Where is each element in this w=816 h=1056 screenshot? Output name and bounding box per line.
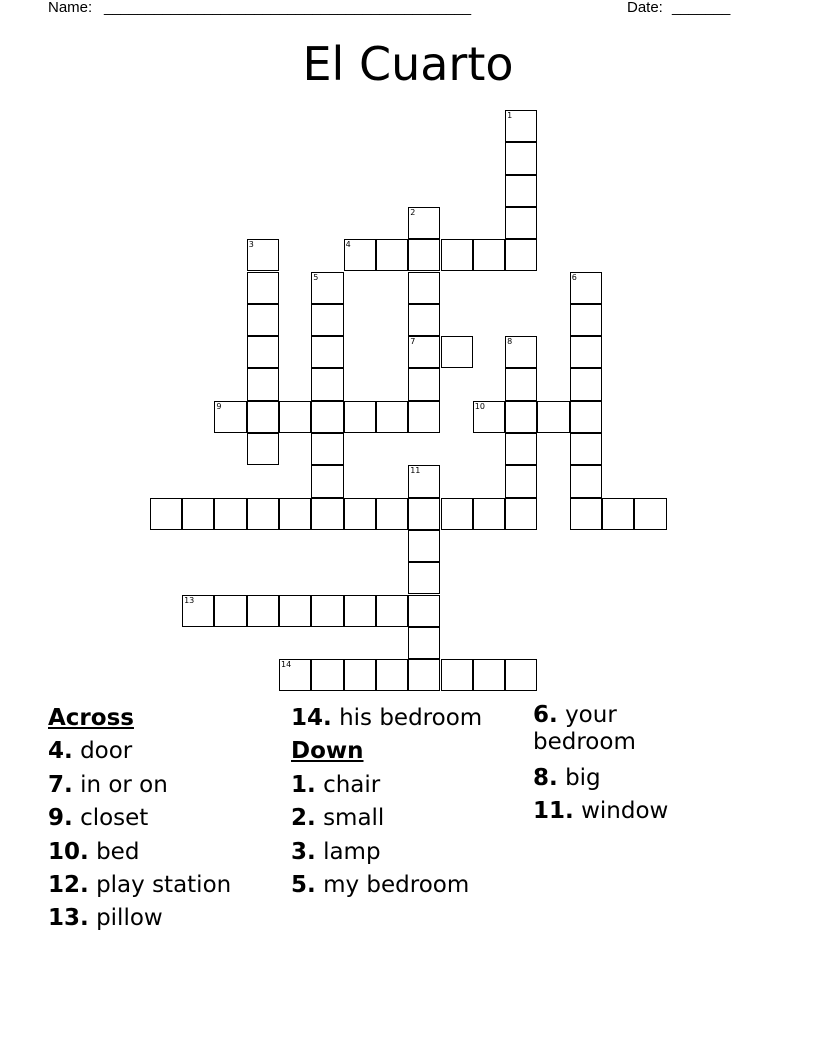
clue-item-text: closet: [80, 805, 149, 832]
clue-column-3: [533, 702, 708, 829]
grid-cell[interactable]: [279, 595, 311, 627]
name-label: Name:: [48, 0, 93, 16]
grid-cell[interactable]: [311, 498, 343, 530]
clue-column-1: [48, 702, 283, 936]
clue-item-text: small: [323, 805, 385, 832]
clue-number: 1: [507, 111, 513, 120]
grid-cell[interactable]: [344, 401, 376, 433]
grid-cell[interactable]: [311, 368, 343, 400]
clue-item-number: 2.: [291, 805, 316, 832]
grid-cell[interactable]: [311, 304, 343, 336]
clue-number: 6: [571, 272, 577, 282]
grid-cell[interactable]: [214, 498, 246, 530]
clue-item-number: 1.: [291, 771, 316, 798]
clue-item-text: window: [581, 798, 669, 825]
grid-cell[interactable]: [441, 659, 473, 691]
grid-cell[interactable]: [408, 465, 440, 497]
clue-item: [291, 836, 526, 869]
clue-item-number: 14.: [291, 705, 332, 731]
grid-cell[interactable]: [505, 142, 537, 174]
grid-cell[interactable]: [344, 498, 376, 530]
clue-item-text: in or on: [80, 771, 168, 798]
clue-item-text: his bedroom: [339, 705, 483, 731]
grid-cell[interactable]: [279, 401, 311, 433]
grid-cell[interactable]: [408, 304, 440, 336]
clue-number: 10: [474, 401, 485, 411]
grid-cell[interactable]: [441, 498, 473, 530]
grid-cell[interactable]: [505, 401, 537, 433]
grid-cell[interactable]: [408, 659, 440, 691]
clue-item: [291, 702, 526, 735]
clue-item-text: pillow: [96, 905, 163, 932]
grid-cell[interactable]: [376, 401, 408, 433]
clue-item-number: 5.: [291, 872, 316, 899]
grid-cell[interactable]: [150, 498, 182, 530]
grid-cell[interactable]: [408, 239, 440, 271]
grid-cell[interactable]: [570, 336, 602, 368]
clue-item: [48, 802, 283, 835]
grid-cell[interactable]: [570, 465, 602, 497]
grid-cell[interactable]: [311, 595, 343, 627]
clue-item: [291, 802, 526, 835]
grid-cell[interactable]: [376, 595, 408, 627]
clue-item-number: 13.: [48, 905, 89, 932]
grid-cell[interactable]: [279, 659, 311, 691]
grid-cell[interactable]: [247, 272, 279, 304]
grid-cell[interactable]: [602, 498, 634, 530]
grid-cell[interactable]: [505, 498, 537, 530]
grid-cell[interactable]: [473, 659, 505, 691]
clue-item-number: 11.: [533, 798, 574, 825]
grid-cell[interactable]: [344, 595, 376, 627]
grid-cell[interactable]: [408, 401, 440, 433]
clue-item-text: door: [80, 738, 133, 765]
clue-number: 13: [184, 595, 195, 605]
grid-cell[interactable]: [441, 239, 473, 271]
grid-cell[interactable]: [311, 465, 343, 497]
clue-item-number: 7.: [48, 771, 73, 798]
grid-cell[interactable]: [247, 401, 279, 433]
clue-item-number: 10.: [48, 838, 89, 865]
grid-cell[interactable]: [247, 498, 279, 530]
grid-cell[interactable]: [634, 498, 666, 530]
grid-cell[interactable]: [505, 465, 537, 497]
clue-item: [533, 762, 708, 795]
grid-cell[interactable]: [570, 272, 602, 304]
grid-cell[interactable]: [505, 175, 537, 207]
grid-cell[interactable]: [247, 239, 279, 271]
grid-cell[interactable]: [408, 627, 440, 659]
grid-cell[interactable]: [537, 401, 569, 433]
grid-cell[interactable]: [376, 659, 408, 691]
grid-cell[interactable]: [441, 336, 473, 368]
clue-item: [291, 869, 526, 902]
grid-cell[interactable]: [505, 336, 537, 368]
grid-cell[interactable]: [570, 368, 602, 400]
clue-item: [48, 836, 283, 869]
grid-cell[interactable]: [505, 239, 537, 271]
grid-cell[interactable]: [214, 595, 246, 627]
clue-item-text: bed: [96, 838, 140, 865]
grid-cell[interactable]: [279, 498, 311, 530]
clue-item-text: big: [565, 765, 601, 791]
clue-item-number: 3.: [291, 838, 316, 865]
date-label: Date:: [627, 0, 663, 16]
clue-item: [48, 869, 283, 902]
grid-cell[interactable]: [247, 304, 279, 336]
clue-item: [533, 795, 708, 828]
grid-cell[interactable]: [408, 272, 440, 304]
clue-item: [48, 902, 283, 935]
grid-cell[interactable]: [505, 110, 537, 142]
grid-cell[interactable]: [214, 401, 246, 433]
grid-cell[interactable]: [247, 336, 279, 368]
clue-item-number: 9.: [48, 805, 73, 832]
clue-number: 14: [281, 660, 292, 670]
clue-item: [48, 735, 283, 768]
grid-cell[interactable]: [505, 659, 537, 691]
clue-number: 2: [410, 207, 416, 217]
grid-cell[interactable]: [570, 304, 602, 336]
grid-cell[interactable]: [182, 498, 214, 530]
grid-cell[interactable]: [570, 498, 602, 530]
grid-cell[interactable]: [376, 239, 408, 271]
name-field[interactable]: ____________________________________________: [104, 0, 472, 16]
grid-cell[interactable]: [247, 595, 279, 627]
clue-item-text: my bedroom: [323, 872, 470, 899]
grid-cell[interactable]: [473, 239, 505, 271]
grid-cell[interactable]: [408, 368, 440, 400]
clue-item-number: 6.: [533, 702, 558, 728]
grid-cell[interactable]: [408, 595, 440, 627]
clue-number: 5: [313, 272, 319, 282]
clue-item-text: lamp: [323, 838, 381, 865]
grid-cell[interactable]: [408, 562, 440, 594]
date-field[interactable]: _______: [672, 0, 731, 16]
clue-item: [291, 769, 526, 802]
grid-cell[interactable]: [408, 336, 440, 368]
clue-item-text: chair: [323, 771, 381, 798]
clue-number: 8: [507, 337, 513, 347]
grid-cell[interactable]: [473, 498, 505, 530]
grid-cell[interactable]: [570, 433, 602, 465]
clue-number: 3: [248, 240, 254, 250]
grid-cell[interactable]: [311, 659, 343, 691]
clue-item: [533, 702, 708, 756]
grid-cell[interactable]: [505, 368, 537, 400]
grid-cell[interactable]: [473, 401, 505, 433]
clue-number: 11: [410, 466, 421, 476]
clue-number: 4: [345, 240, 351, 250]
clue-heading: Across: [48, 705, 134, 731]
grid-cell[interactable]: [505, 207, 537, 239]
clue-item-text: play station: [96, 872, 232, 899]
grid-cell[interactable]: [344, 659, 376, 691]
grid-cell[interactable]: [505, 433, 537, 465]
grid-cell[interactable]: [311, 336, 343, 368]
grid-cell[interactable]: [408, 498, 440, 530]
clue-item-number: 8.: [533, 765, 558, 791]
clue-number: 7: [410, 337, 416, 347]
grid-cell[interactable]: [311, 433, 343, 465]
grid-cell[interactable]: [182, 595, 214, 627]
clue-item: [48, 769, 283, 802]
grid-cell[interactable]: [408, 207, 440, 239]
grid-cell[interactable]: [344, 239, 376, 271]
grid-cell[interactable]: [247, 368, 279, 400]
page-title: El Cuarto: [302, 37, 514, 91]
clue-column-2: [291, 702, 526, 902]
clue-item-number: 4.: [48, 738, 73, 765]
grid-cell[interactable]: [570, 401, 602, 433]
grid-cell[interactable]: [376, 498, 408, 530]
clue-heading: Down: [291, 738, 364, 765]
grid-cell[interactable]: [247, 433, 279, 465]
grid-cell[interactable]: [408, 530, 440, 562]
clue-item-number: 12.: [48, 872, 89, 899]
grid-cell[interactable]: [311, 272, 343, 304]
grid-cell[interactable]: [311, 401, 343, 433]
clue-number: 9: [216, 401, 222, 411]
clue-item-text: your bedroom: [533, 702, 636, 755]
